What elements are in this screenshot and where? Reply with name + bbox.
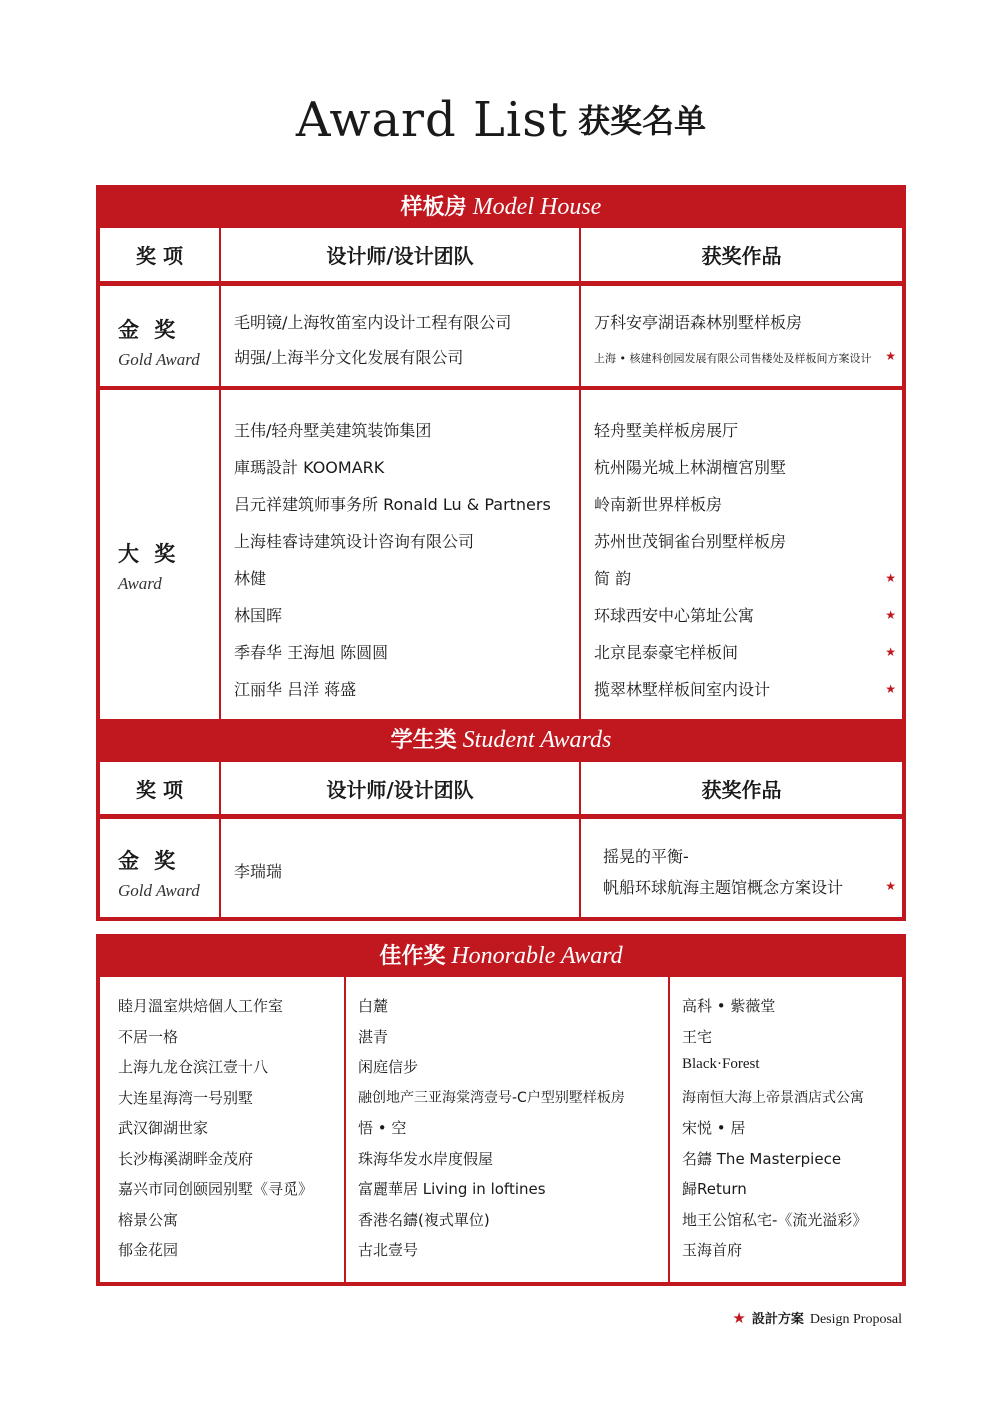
honorable-item: 融创地产三亚海棠湾壹号-C户型别墅样板房 <box>358 1090 625 1106</box>
honorable-item: 武汉御湖世家 <box>118 1119 209 1137</box>
honorable-item: 名鑄 The Masterpiece <box>682 1150 842 1168</box>
header-award: 奖 项 <box>100 228 219 281</box>
grand-designer-8: 江丽华 吕洋 蒋盛 <box>234 680 357 699</box>
gold-award-zh: 金 奖 <box>118 318 180 342</box>
grand-work-4: 苏州世茂铜雀台别墅样板房 <box>594 532 787 551</box>
grand-work-2: 杭州陽光城上林湖檀宮別墅 <box>594 458 787 477</box>
legend-star-icon: ★ <box>732 1309 746 1327</box>
grand-designer-1: 王伟/轻舟墅美建筑装饰集团 <box>234 421 432 440</box>
honorable-item: 白麓 <box>358 997 389 1015</box>
design-proposal-legend <box>732 1308 902 1328</box>
honorable-item: 歸Return <box>682 1180 747 1198</box>
student-gold-award-cell <box>100 819 219 917</box>
grand-designer-7: 季春华 王海旭 陈圆圆 <box>234 643 389 662</box>
grand-award-en: Award <box>118 574 162 593</box>
gold-award-en: Gold Award <box>118 350 200 369</box>
grand-designer-3: 吕元祥建筑师事务所 Ronald Lu & Partners <box>234 495 551 514</box>
honorable-item: 闲庭信步 <box>358 1058 419 1076</box>
honorable-item: 宋悦 • 居 <box>682 1119 746 1137</box>
design-proposal-star-icon: ★ <box>885 682 896 696</box>
honorable-band <box>100 937 902 975</box>
grand-designer-6: 林国晖 <box>234 606 283 625</box>
grand-work-6: 环球西安中心第址公寓 <box>594 606 755 625</box>
honorable-item: 王宅 <box>682 1028 713 1046</box>
student-gold-work-cell <box>581 819 902 917</box>
grand-designer-cell <box>221 390 579 719</box>
legend-zh: 設計方案 <box>751 1312 804 1327</box>
title-zh: 获奖名单 <box>578 102 707 140</box>
model-house-band <box>100 188 902 226</box>
student-gold-award-zh: 金 奖 <box>118 849 180 873</box>
honorable-column-3 <box>670 977 902 1282</box>
honorable-item: 长沙梅溪湖畔金茂府 <box>118 1150 254 1168</box>
page-title <box>0 92 1002 148</box>
honorable-item: 悟 • 空 <box>358 1119 407 1137</box>
design-proposal-star-icon: ★ <box>885 571 896 585</box>
gold-work-cell <box>581 286 902 386</box>
honorable-item: 高科 • 紫薇堂 <box>682 997 776 1015</box>
honorable-item: Black·Forest <box>682 1056 760 1072</box>
gold-designer-1: 毛明镜/上海牧笛室内设计工程有限公司 <box>234 313 512 332</box>
honorable-item: 湛青 <box>358 1028 389 1046</box>
honorable-item: 玉海首府 <box>682 1241 743 1259</box>
design-proposal-star-icon: ★ <box>885 645 896 659</box>
gold-designer-cell <box>221 286 579 386</box>
honorable-band-zh: 佳作奖 <box>379 944 446 969</box>
honorable-item: 珠海华发水岸度假屋 <box>358 1150 494 1168</box>
grand-work-3: 岭南新世界样板房 <box>594 495 723 514</box>
legend-en: Design Proposal <box>809 1312 902 1327</box>
grand-designer-4: 上海桂睿诗建筑设计咨询有限公司 <box>234 532 475 551</box>
model-house-band-en: Model House <box>472 194 602 220</box>
honorable-item: 嘉兴市同创颐园别墅《寻觅》 <box>118 1180 314 1198</box>
honorable-item: 古北壹号 <box>358 1241 419 1259</box>
gold-designer-2: 胡强/上海半分文化发展有限公司 <box>234 348 464 367</box>
student-gold-award-en: Gold Award <box>118 881 200 900</box>
student-header-work: 获奖作品 <box>581 762 902 814</box>
honorable-item: 香港名鑄(複式單位) <box>358 1211 490 1229</box>
student-band-en: Student Awards <box>462 727 612 753</box>
honorable-item: 大连星海湾一号别墅 <box>118 1089 254 1107</box>
student-band <box>100 721 902 759</box>
honorable-item: 上海九龙仓滨江壹十八 <box>118 1058 269 1076</box>
honorable-item: 榕景公寓 <box>118 1211 179 1229</box>
student-band-zh: 学生类 <box>390 728 457 753</box>
honorable-item: 不居一格 <box>118 1028 179 1046</box>
student-header-award: 奖 项 <box>100 762 219 814</box>
gold-work-2: 上海 • 核建科创园发展有限公司售楼处及样板间方案设计 <box>594 352 872 365</box>
design-proposal-star-icon: ★ <box>885 608 896 622</box>
student-work-line-2: 帆船环球航海主题馆概念方案设计 <box>603 878 844 897</box>
honorable-band-en: Honorable Award <box>451 943 623 969</box>
header-designer: 设计师/设计团队 <box>221 228 579 281</box>
gold-work-1: 万科安亭湖语森林别墅样板房 <box>594 313 803 332</box>
grand-work-cell <box>581 390 902 719</box>
gold-award-cell <box>100 286 219 386</box>
grand-award-cell <box>100 390 219 719</box>
grand-work-7: 北京昆泰豪宅样板间 <box>594 643 739 662</box>
header-work: 获奖作品 <box>581 228 902 281</box>
grand-work-5: 简 韵 <box>594 569 632 588</box>
grand-work-1: 轻舟墅美样板房展厅 <box>594 421 739 440</box>
student-designer: 李瑞瑞 <box>234 862 283 881</box>
student-work-line-1: 摇晃的平衡- <box>603 847 689 866</box>
grand-work-8: 揽翠林墅样板间室内设计 <box>594 680 771 699</box>
honorable-column-2 <box>346 977 668 1282</box>
honorable-item: 郁金花园 <box>118 1241 179 1259</box>
honorable-item: 海南恒大海上帝景酒店式公寓 <box>682 1090 864 1106</box>
honorable-item: 地王公馆私宅-《流光溢彩》 <box>682 1211 868 1229</box>
honorable-item: 睦月溫室烘焙個人工作室 <box>118 997 284 1015</box>
student-header-designer: 设计师/设计团队 <box>221 762 579 814</box>
student-gold-designer-cell <box>221 819 579 917</box>
grand-designer-2: 庫瑪設計 KOOMARK <box>234 458 385 477</box>
design-proposal-star-icon: ★ <box>885 349 896 363</box>
honorable-item: 富麗華居 Living in loftines <box>358 1180 546 1198</box>
design-proposal-star-icon: ★ <box>885 879 896 893</box>
title-en: Award List <box>295 92 569 148</box>
grand-designer-5: 林健 <box>234 569 267 588</box>
honorable-column-1 <box>100 977 344 1282</box>
model-house-band-zh: 样板房 <box>400 195 467 220</box>
grand-award-zh: 大 奖 <box>118 542 180 566</box>
